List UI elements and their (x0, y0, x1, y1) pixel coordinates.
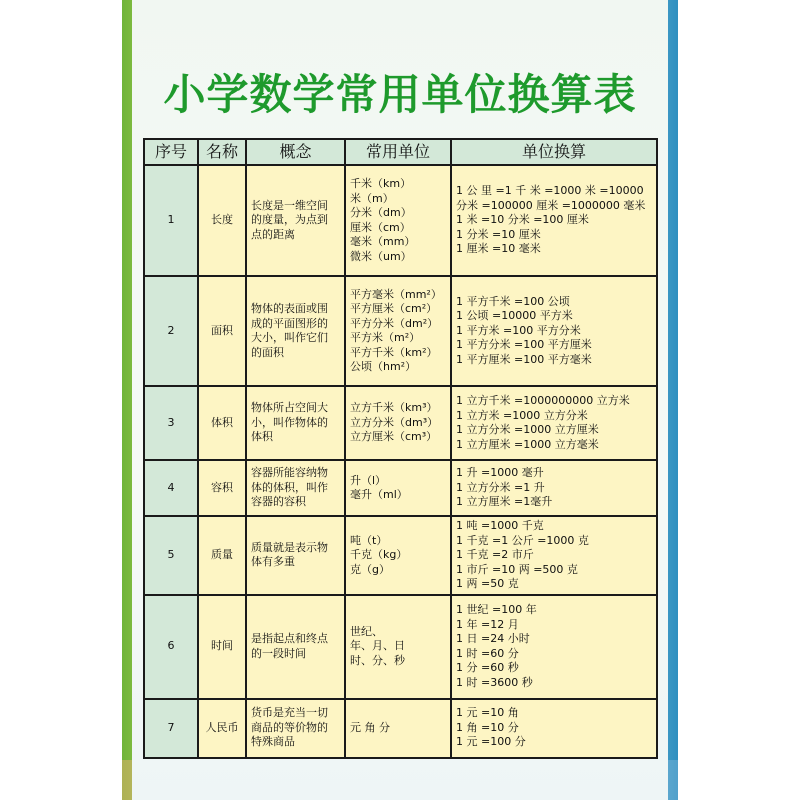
conversion-line: 1 世纪 =100 年 (456, 603, 537, 616)
concept-line: 物体所占空间大 (251, 401, 328, 415)
conversion-line: 1 两 =50 克 (456, 577, 519, 590)
row-index: 3 (144, 386, 198, 460)
row-conversions (451, 516, 657, 595)
table-header-row (144, 139, 657, 165)
unit-line: 吨（t） (350, 533, 388, 547)
table-row (144, 165, 657, 276)
row-name: 时间 (198, 595, 246, 699)
concept-line: 的面积 (251, 345, 284, 359)
row-name: 体积 (198, 386, 246, 460)
unit-line: 时、分、秒 (350, 653, 405, 667)
row-concept (246, 516, 345, 595)
unit-line: 平方米（m²） (350, 331, 421, 344)
table-row (144, 516, 657, 595)
unit-line: 克（g） (350, 562, 390, 576)
concept-line: 小，叫作物体的 (251, 415, 328, 429)
concept-line: 大小，叫作它们 (251, 331, 328, 344)
row-conversions (451, 276, 657, 386)
conversion-line: 1 立方分米 =1000 立方厘米 (456, 423, 599, 436)
row-units (345, 386, 451, 460)
conversion-line: 1 米 =10 分米 =100 厘米 (456, 213, 589, 227)
conversion-line: 1 日 =24 小时 (456, 632, 530, 645)
table-row (144, 386, 657, 460)
concept-line: 容器的容积 (251, 495, 306, 509)
header-units: 常用单位 (345, 139, 451, 165)
concept-line: 货币是充当一切 (251, 706, 328, 720)
table-row (144, 595, 657, 699)
conversion-line: 1 立方厘米 =1毫升 (456, 495, 553, 509)
concept-line: 的一段时间 (251, 646, 306, 660)
conversion-line: 1 吨 =1000 千克 (456, 519, 544, 532)
conversion-line: 1 立方米 =1000 立方分米 (456, 408, 588, 422)
concept-line: 长度是一维空间 (251, 198, 328, 212)
row-units (345, 276, 451, 386)
concept-line: 的度量，为点到 (251, 213, 328, 227)
unit-line: 平方毫米（mm²） (350, 287, 442, 301)
conversion-line: 1 分 =60 秒 (456, 661, 519, 674)
conversion-line: 1 平方厘米 =100 平方毫米 (456, 352, 592, 366)
conversion-line: 1 平方千米 =100 公顷 (456, 294, 570, 308)
concept-line: 体有多重 (251, 555, 295, 569)
row-index: 6 (144, 595, 198, 699)
conversion-line: 1 市斤 =10 两 =500 克 (456, 562, 578, 576)
unit-line: 毫升（ml） (350, 488, 408, 501)
conversion-line: 1 千克 =1 公斤 =1000 克 (456, 533, 589, 547)
conversion-line: 1 立方厘米 =1000 立方毫米 (456, 437, 599, 451)
row-index: 4 (144, 460, 198, 516)
conversion-line: 1 时 =60 分 (456, 646, 519, 660)
conversion-line: 1 厘米 =10 毫米 (456, 242, 541, 256)
row-concept (246, 460, 345, 516)
row-units (345, 595, 451, 699)
unit-line: 千米（km） (350, 177, 412, 190)
concept-line: 体积 (251, 430, 273, 444)
unit-line: 世纪、 (350, 624, 383, 638)
table-row (144, 276, 657, 386)
row-index: 1 (144, 165, 198, 276)
row-units (345, 165, 451, 276)
row-conversions (451, 460, 657, 516)
header-concept: 概念 (246, 139, 345, 165)
unit-line: 升（l） (350, 473, 387, 487)
unit-line: 千克（kg） (350, 548, 408, 561)
row-units (345, 460, 451, 516)
row-name: 质量 (198, 516, 246, 595)
conversion-line: 分米 =100000 厘米 =1000000 毫米 (456, 198, 646, 212)
conversion-line: 1 元 =10 角 (456, 706, 519, 720)
unit-line: 立方厘米（cm³） (350, 430, 438, 444)
concept-line: 容器所能容纳物 (251, 466, 328, 480)
table-row (144, 699, 657, 758)
row-name: 容积 (198, 460, 246, 516)
row-units (345, 516, 451, 595)
unit-line: 立方千米（km³） (350, 401, 438, 415)
row-conversions (451, 595, 657, 699)
unit-conversion-table (143, 138, 658, 759)
conversion-line: 1 立方分米 =1 升 (456, 480, 545, 494)
unit-line: 公顷（hm²） (350, 360, 417, 373)
page-title: 小学数学常用单位换算表 (163, 70, 637, 119)
conversion-line: 1 平方米 =100 平方分米 (456, 323, 581, 337)
conversion-line: 1 年 =12 月 (456, 617, 519, 631)
row-index: 5 (144, 516, 198, 595)
concept-line: 体的体积，叫作 (251, 480, 328, 494)
row-concept (246, 165, 345, 276)
conversion-line: 1 分米 =10 厘米 (456, 227, 541, 241)
row-conversions (451, 699, 657, 758)
poster (122, 0, 678, 800)
unit-line: 厘米（cm） (350, 220, 411, 234)
row-index: 2 (144, 276, 198, 386)
row-index: 7 (144, 699, 198, 758)
conversion-line: 1 角 =10 分 (456, 720, 519, 734)
row-name: 面积 (198, 276, 246, 386)
concept-line: 特殊商品 (251, 735, 295, 749)
concept-line: 是指起点和终点 (251, 632, 328, 645)
row-conversions (451, 386, 657, 460)
unit-line: 毫米（mm） (350, 235, 416, 248)
concept-line: 质量就是表示物 (251, 540, 328, 554)
conversion-line: 1 平方分米 =100 平方厘米 (456, 338, 592, 352)
unit-line: 分米（dm） (350, 206, 412, 219)
row-concept (246, 595, 345, 699)
unit-line: 平方千米（km²） (350, 345, 438, 359)
conversion-line: 1 时 =3600 秒 (456, 675, 533, 689)
unit-line: 平方分米（dm²） (350, 316, 439, 330)
conversion-line: 1 立方千米 =1000000000 立方米 (456, 394, 630, 407)
row-concept (246, 699, 345, 758)
conversion-line: 1 公顷 =10000 平方米 (456, 309, 573, 323)
unit-line: 微米（um） (350, 249, 412, 263)
row-concept (246, 386, 345, 460)
unit-line: 元 角 分 (350, 720, 390, 734)
header-conversion: 单位换算 (451, 139, 657, 165)
concept-line: 物体的表面或围 (251, 302, 328, 315)
row-name: 人民币 (198, 699, 246, 758)
row-concept (246, 276, 345, 386)
header-name: 名称 (198, 139, 246, 165)
concept-line: 点的距离 (251, 227, 295, 241)
unit-line: 年、月、日 (350, 639, 405, 653)
row-units (345, 699, 451, 758)
unit-line: 米（m） (350, 191, 394, 205)
conversion-line: 1 升 =1000 毫升 (456, 466, 544, 480)
row-name: 长度 (198, 165, 246, 276)
table-row (144, 460, 657, 516)
header-index: 序号 (144, 139, 198, 165)
unit-line: 立方分米（dm³） (350, 415, 439, 429)
unit-line: 平方厘米（cm²） (350, 302, 438, 315)
concept-line: 成的平面图形的 (251, 316, 328, 330)
conversion-line: 1 元 =100 分 (456, 735, 526, 749)
conversion-line: 1 公 里 =1 千 米 =1000 米 =10000 (456, 184, 644, 198)
conversion-line: 1 千克 =2 市斤 (456, 548, 534, 561)
row-conversions (451, 165, 657, 276)
concept-line: 商品的等价物的 (251, 720, 328, 734)
